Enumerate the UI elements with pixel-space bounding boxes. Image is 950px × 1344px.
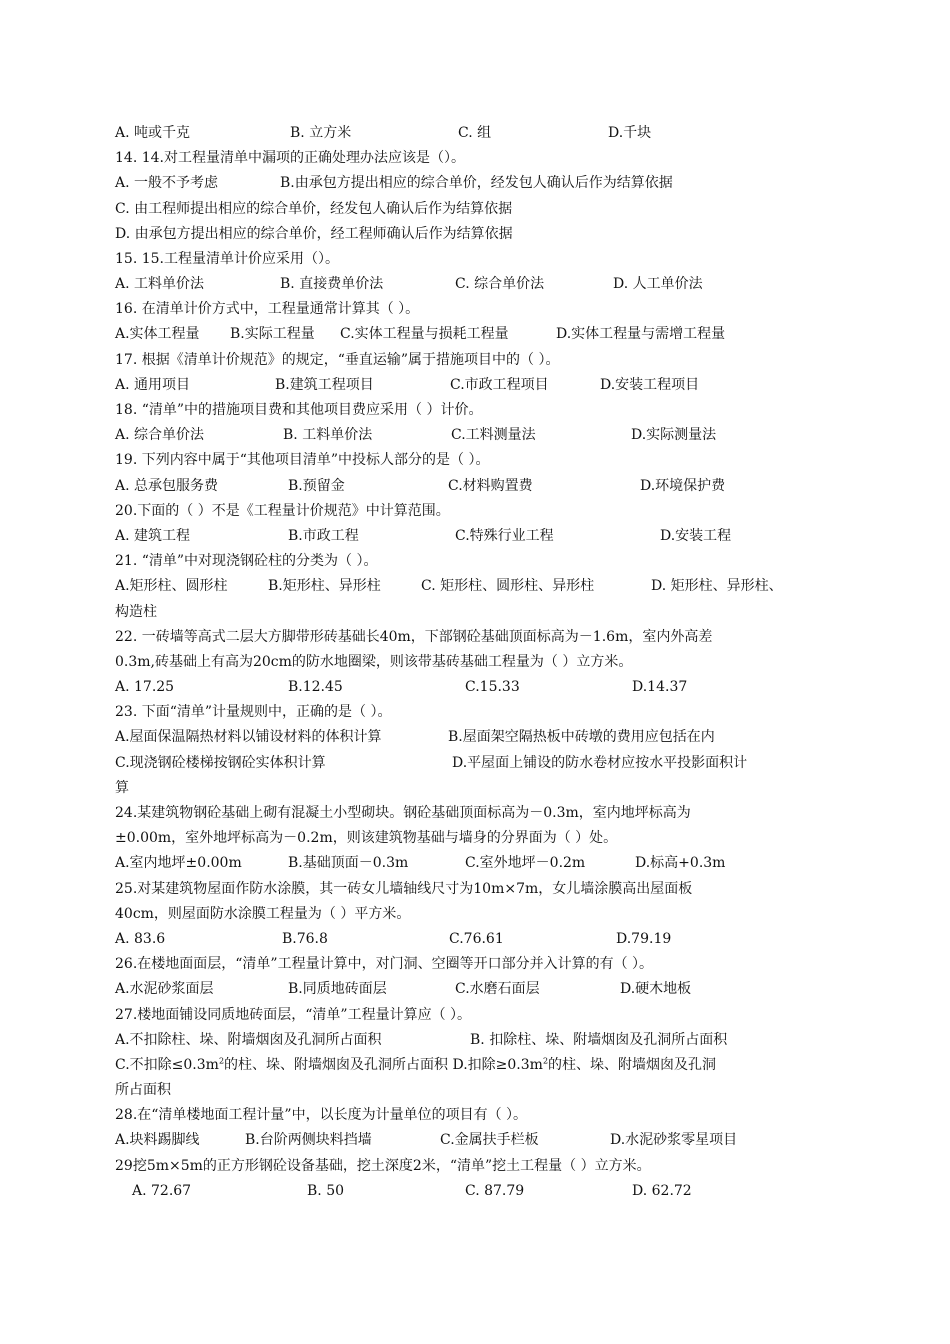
option-text: B.预留金 — [288, 477, 345, 494]
options-line — [115, 726, 815, 751]
option-text: A. 工料单价法 — [115, 276, 205, 293]
question-text: D. 由承包方提出相应的综合单价，经工程师确认后作为结算依据 — [115, 225, 513, 242]
option-text: D.硬木地板 — [620, 981, 692, 998]
options-line — [115, 474, 815, 499]
option-text: C.特殊行业工程 — [455, 527, 554, 544]
question-text: 15. 15.工程量清单计价应采用（）。 — [115, 250, 339, 267]
question-line — [115, 398, 815, 423]
option-text: D. 人工单价法 — [613, 276, 703, 293]
question-text: 21. “清单”中对现浇钢砼柱的分类为（ ）。 — [115, 553, 378, 570]
option-text: D.水泥砂浆零星项目 — [610, 1132, 738, 1149]
option-text: B.市政工程 — [288, 527, 359, 544]
question-text: 24.某建筑物钢砼基础上砌有混凝土小型砌块。钢砼基础顶面标高为－0.3m，室内地坪标高为 — [115, 805, 691, 822]
options-line — [115, 675, 815, 700]
option-text: C. 矩形柱、圆形柱、异形柱 — [421, 578, 595, 595]
question-text: 16. 在清单计价方式中，工程量通常计算其（ ）。 — [115, 301, 420, 318]
option-text: C.实体工程量与损耗工程量 — [340, 326, 509, 343]
question-text: 19. 下列内容中属于“其他项目清单”中投标人部分的是（ ）。 — [115, 452, 490, 469]
option-text: B.屋面架空隔热板中砖墩的费用应包括在内 — [448, 729, 715, 746]
question-line — [115, 801, 815, 826]
question-line — [115, 700, 815, 725]
question-line — [115, 600, 815, 625]
option-text: A.水泥砂浆面层 — [115, 981, 214, 998]
option-text: D.实体工程量与需增工程量 — [556, 326, 726, 343]
question-line — [115, 222, 815, 247]
question-line — [115, 1154, 815, 1179]
option-text: D.安装工程项目 — [600, 376, 700, 393]
question-line — [115, 826, 815, 851]
option-text: A.实体工程量 — [115, 326, 200, 343]
option-text: C. 综合单价法 — [455, 276, 545, 293]
option-text: D. 矩形柱、异形柱、 — [651, 578, 783, 595]
question-line — [115, 650, 815, 675]
question-text: C.不扣除$\le 0.3m^2$的柱、垛、附墙烟囱及孔洞所占面积 D.扣除$\ge 0.3m^2$的柱、垛、附墙烟囱及孔洞 — [115, 1056, 717, 1073]
question-line — [115, 1078, 815, 1103]
question-line — [115, 625, 815, 650]
options-line — [115, 1179, 815, 1204]
options-line — [115, 751, 815, 776]
question-text: 27.楼地面铺设同质地砖面层，“清单”工程量计算应（ ）。 — [115, 1006, 472, 1023]
option-text: A.室内地坪±0.00m — [115, 855, 242, 872]
options-line — [115, 1129, 815, 1154]
option-text: A.块料踢脚线 — [115, 1132, 200, 1149]
question-text: 0.3m,砖基础上有高为20cm的防水地圈梁，则该带基砖基础工程量为（ ）立方米。 — [115, 653, 633, 670]
question-line — [115, 776, 815, 801]
option-text: B. 50 — [307, 1182, 345, 1199]
option-text: A.矩形柱、圆形柱 — [115, 578, 228, 595]
option-text: B. 直接费单价法 — [280, 276, 384, 293]
option-text: B.矩形柱、异形柱 — [268, 578, 381, 595]
question-text: C. 由工程师提出相应的综合单价，经发包人确认后作为结算依据 — [115, 200, 513, 217]
question-text: 所占面积 — [115, 1082, 171, 1099]
question-line — [115, 1053, 815, 1078]
option-text: C.市政工程项目 — [450, 376, 549, 393]
option-text: C.金属扶手栏板 — [440, 1132, 539, 1149]
option-text: A. 吨或千克 — [115, 124, 191, 141]
question-text: ±0.00m，室外地坪标高为－0.2m，则该建筑物基础与墙身的分界面为（ ）处。 — [115, 830, 618, 847]
option-text: C.工料测量法 — [451, 427, 536, 444]
question-line — [115, 1103, 815, 1128]
question-text: 17. 根据《清单计价规范》的规定，“垂直运输”属于措施项目中的（ ）。 — [115, 351, 560, 368]
question-text: 20.下面的（ ）不是《工程量计价规范》中计算范围。 — [115, 502, 450, 519]
options-line — [115, 1028, 815, 1053]
question-text: 25.对某建筑物屋面作防水涂膜，其一砖女儿墙轴线尺寸为10m×7m，女儿墙涂膜高出屋面板 — [115, 880, 693, 897]
option-text: C.室外地坪－0.2m — [465, 855, 586, 872]
option-text: A. 通用项目 — [115, 376, 191, 393]
question-line — [115, 448, 815, 473]
question-line — [115, 902, 815, 927]
question-text: 18. “清单”中的措施项目费和其他项目费应采用（ ）计价。 — [115, 402, 483, 419]
option-text: A. 总承包服务费 — [115, 477, 219, 494]
question-text: 14. 14.对工程量清单中漏项的正确处理办法应该是（）。 — [115, 150, 465, 167]
option-text: A. 72.67 — [132, 1182, 192, 1199]
question-text: 26.在楼地面面层，“清单”工程量计算中，对门洞、空圈等开口部分并入计算的有（ ）。 — [115, 956, 654, 973]
option-text: B. 立方米 — [290, 124, 352, 141]
options-line — [115, 977, 815, 1002]
question-line — [115, 499, 815, 524]
options-line — [115, 121, 815, 146]
option-text: A. 17.25 — [115, 679, 175, 696]
question-line — [115, 146, 815, 171]
question-line — [115, 952, 815, 977]
option-text: B.基础顶面－0.3m — [288, 855, 409, 872]
options-line — [115, 423, 815, 448]
option-text: B.12.45 — [288, 679, 343, 696]
option-text: D.千块 — [608, 124, 652, 141]
option-text: C.76.61 — [449, 930, 504, 947]
option-text: B.同质地砖面层 — [288, 981, 387, 998]
option-text: D.安装工程 — [660, 527, 732, 544]
question-text: 22. 一砖墙等高式二层大方脚带形砖基础长40m，下部钢砼基础顶面标高为－1.6m，室内外高差 — [115, 628, 713, 645]
question-text: 29挖5m×5m的正方形钢砼设备基础，挖土深度2米，“清单”挖土工程量（ ）立方米。 — [115, 1157, 651, 1174]
options-line — [115, 574, 815, 599]
option-text: B.建筑工程项目 — [275, 376, 374, 393]
option-text: B. 工料单价法 — [283, 427, 373, 444]
question-line — [115, 348, 815, 373]
option-text: B.实际工程量 — [230, 326, 315, 343]
options-line — [115, 373, 815, 398]
option-text: D.14.37 — [632, 679, 688, 696]
question-line — [115, 877, 815, 902]
option-text: A. 建筑工程 — [115, 527, 191, 544]
question-line — [115, 1003, 815, 1028]
option-text: A. 一般不予考虑 — [115, 175, 219, 192]
document-page — [115, 121, 815, 1204]
option-text: C.15.33 — [465, 679, 520, 696]
question-text: 23. 下面“清单”计量规则中，正确的是（ ）。 — [115, 704, 392, 721]
question-text: 40cm，则屋面防水涂膜工程量为（ ）平方米。 — [115, 905, 411, 922]
option-text: A.屋面保温隔热材料以铺设材料的体积计算 — [115, 729, 382, 746]
question-text: 算 — [115, 779, 129, 796]
question-line — [115, 297, 815, 322]
options-line — [115, 323, 815, 348]
option-text: D.平屋面上铺设的防水卷材应按水平投影面积计 — [452, 754, 748, 771]
option-text: B.76.8 — [282, 930, 328, 947]
options-line — [115, 927, 815, 952]
option-text: A.不扣除柱、垛、附墙烟囱及孔洞所占面积 — [115, 1031, 382, 1048]
option-text: C. 组 — [458, 124, 492, 141]
option-text: C.现浇钢砼楼梯按钢砼实体积计算 — [115, 754, 326, 771]
option-text: B. 扣除柱、垛、附墙烟囱及孔洞所占面积 — [470, 1031, 728, 1048]
options-line — [115, 851, 815, 876]
option-text: D.环境保护费 — [640, 477, 726, 494]
options-line — [115, 272, 815, 297]
option-text: C.材料购置费 — [448, 477, 533, 494]
options-line — [115, 524, 815, 549]
question-text: 28.在“清单楼地面工程计量”中，以长度为计量单位的项目有（ ）。 — [115, 1107, 528, 1124]
options-line — [115, 171, 815, 196]
option-text: C.水磨石面层 — [455, 981, 540, 998]
option-text: C. 87.79 — [465, 1182, 525, 1199]
option-text: A. 综合单价法 — [115, 427, 205, 444]
question-line — [115, 197, 815, 222]
option-text: B.由承包方提出相应的综合单价，经发包人确认后作为结算依据 — [280, 175, 673, 192]
option-text: D.实际测量法 — [631, 427, 717, 444]
question-line — [115, 549, 815, 574]
question-line — [115, 247, 815, 272]
option-text: D.79.19 — [616, 930, 672, 947]
option-text: B.台阶两侧块料挡墙 — [245, 1132, 372, 1149]
option-text: D. 62.72 — [632, 1182, 692, 1199]
option-text: A. 83.6 — [115, 930, 166, 947]
option-text: D.标高+0.3m — [635, 855, 726, 872]
question-text: 构造柱 — [115, 603, 157, 620]
